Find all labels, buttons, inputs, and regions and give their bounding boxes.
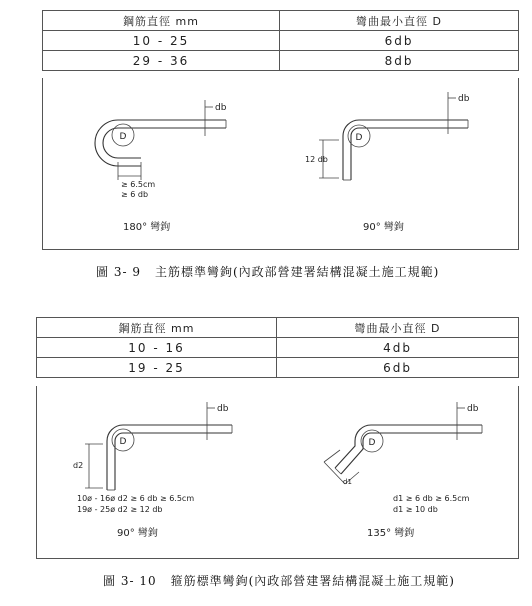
- caption-number: 圖 3- 9: [96, 265, 141, 279]
- label-hook-90: 90° 彎鉤: [363, 222, 404, 233]
- hook-90-drawing: [305, 92, 470, 233]
- table-header-row: [37, 318, 519, 338]
- hook-180-drawing: [95, 100, 227, 233]
- cell-diameter: 19 - 25: [37, 358, 277, 378]
- header-bar-diameter: 鋼筋直徑 mm: [37, 318, 277, 338]
- caption-number: 圖 3- 10: [103, 574, 157, 588]
- label-d2: d2: [73, 461, 84, 470]
- hook-diagram-main: [42, 78, 519, 250]
- cell-diameter: 29 - 36: [43, 51, 280, 71]
- label-bend-diameter: D: [355, 133, 363, 143]
- label-bend-diameter: D: [119, 437, 127, 447]
- table-header-row: [43, 11, 519, 31]
- table-row: [43, 31, 519, 51]
- label-bar-diameter: db: [458, 94, 470, 104]
- label-bar-diameter: db: [215, 103, 227, 113]
- hook-diagram-stirrup: [36, 386, 519, 559]
- label-ext-min-2: ≥ 6 db: [121, 190, 149, 199]
- table-row: [37, 358, 519, 378]
- cell-min-bend: 6db: [277, 358, 519, 378]
- label-ext-min-1: ≥ 6.5cm: [121, 180, 156, 189]
- header-min-bend: 彎曲最小直徑 D: [280, 11, 519, 31]
- header-bar-diameter: 鋼筋直徑 mm: [43, 11, 280, 31]
- rule-90-line-1: 10ø - 16ø d2 ≥ 6 db ≥ 6.5cm: [77, 494, 195, 503]
- cell-min-bend: 8db: [280, 51, 519, 71]
- cell-diameter: 10 - 25: [43, 31, 280, 51]
- caption-text: 箍筋標準彎鉤(內政部營建署結構混凝土施工規範): [170, 574, 455, 588]
- rule-135-line-2: d1 ≥ 10 db: [393, 505, 438, 514]
- caption-text: 主筋標準彎鉤(內政部營建署結構混凝土施工規範): [154, 265, 440, 279]
- bend-diameter-table-stirrup: [36, 317, 519, 378]
- label-bend-diameter: D: [368, 438, 376, 448]
- table-row: [37, 338, 519, 358]
- cell-min-bend: 4db: [277, 338, 519, 358]
- label-ext-12db: 12 db: [305, 155, 328, 164]
- bend-diameter-table-main: [42, 10, 519, 71]
- cell-min-bend: 6db: [280, 31, 519, 51]
- label-hook-180: 180° 彎鉤: [123, 222, 171, 233]
- figure-caption: [103, 572, 455, 589]
- label-hook-135: 135° 彎鉤: [367, 528, 415, 539]
- label-bar-diameter: db: [467, 404, 479, 414]
- cell-diameter: 10 - 16: [37, 338, 277, 358]
- rule-135-line-1: d1 ≥ 6 db ≥ 6.5cm: [393, 494, 470, 503]
- rule-90-line-2: 19ø - 25ø d2 ≥ 12 db: [77, 505, 163, 514]
- label-hook-90: 90° 彎鉤: [117, 528, 158, 539]
- figure-caption: [96, 263, 439, 280]
- stirrup-hook-135-drawing: [324, 402, 482, 539]
- label-bend-diameter: D: [119, 132, 127, 142]
- label-d1: d1: [343, 478, 352, 486]
- stirrup-hook-90-drawing: [73, 402, 232, 539]
- label-bar-diameter: db: [217, 404, 229, 414]
- header-min-bend: 彎曲最小直徑 D: [277, 318, 519, 338]
- table-row: [43, 51, 519, 71]
